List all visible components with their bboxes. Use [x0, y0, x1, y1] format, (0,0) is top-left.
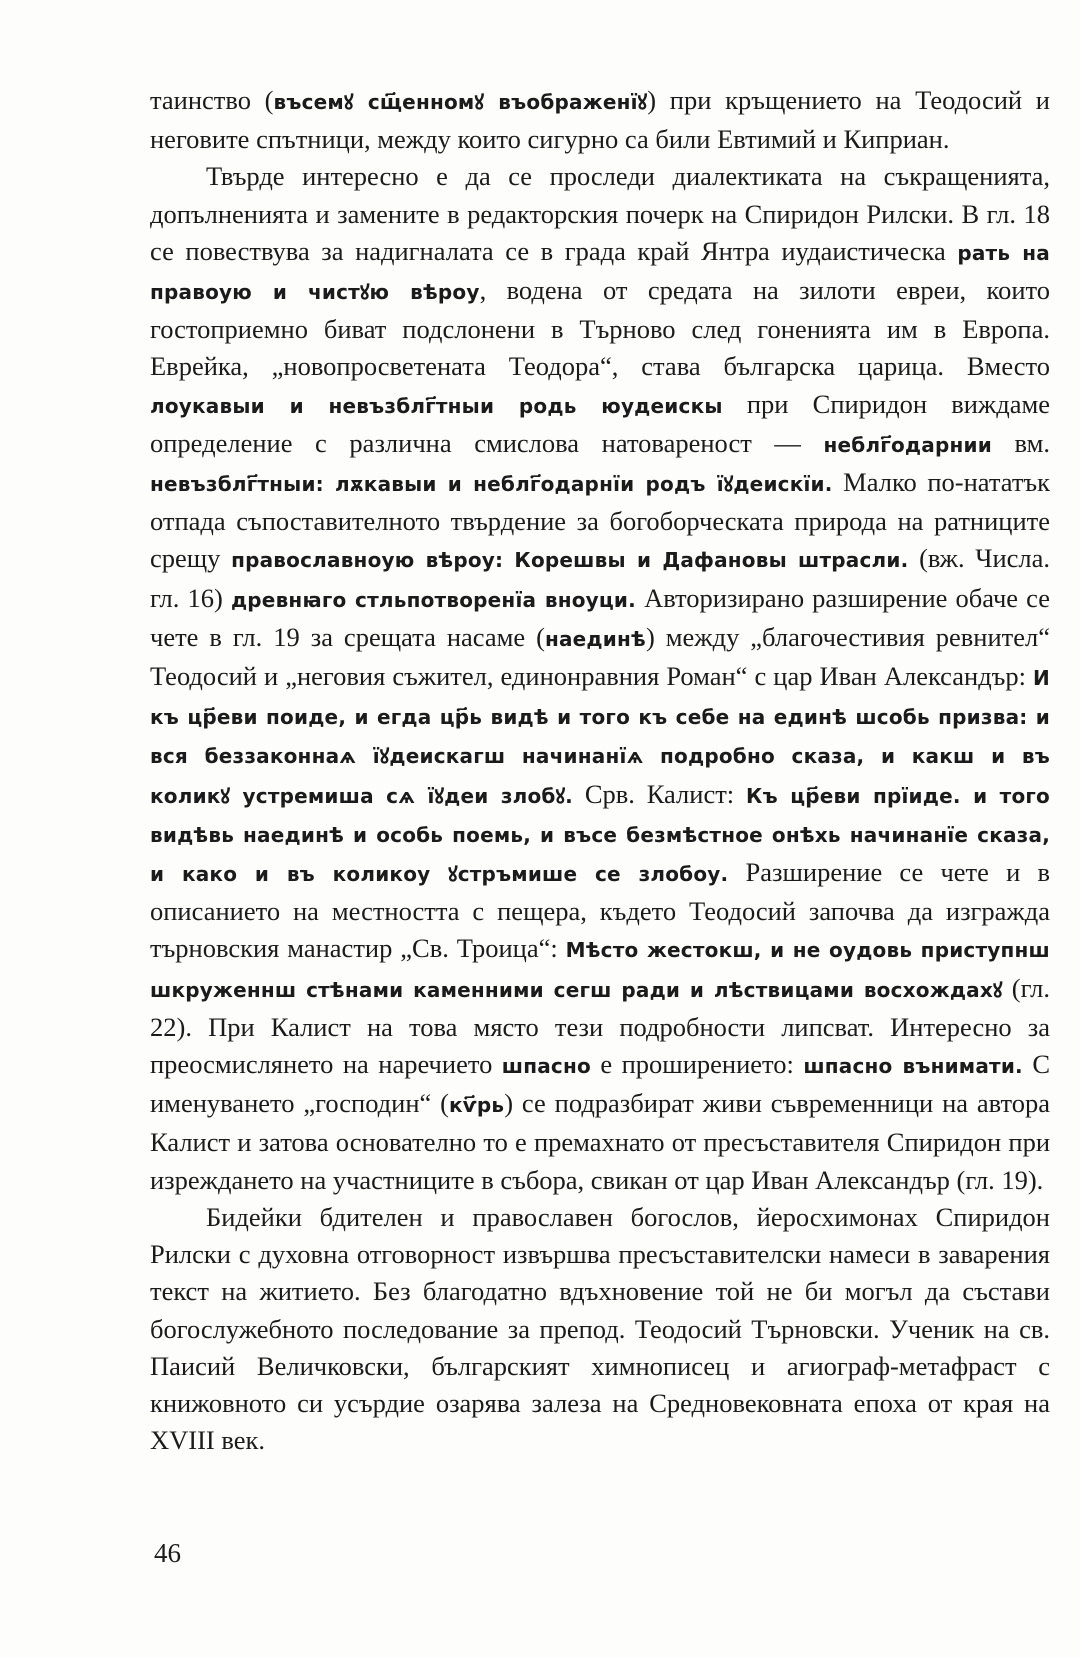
- church-slavonic-quote: кѵ҃рь: [448, 1093, 505, 1118]
- church-slavonic-quote: православноую вѣроу: Корешвы и Дафановы штрасли.: [231, 548, 909, 573]
- page-number: 46: [154, 1538, 181, 1568]
- church-slavonic-quote: лоукавыи и невъзблг҃тныи родь юудеискы: [150, 393, 723, 418]
- paragraph-3: Бидейки бдителен и православен богослов, йеросхимонах Спиридон Рилски с духовна отговорност извършва пресъставителски намеси в заварения текст на житието. Без благодатно вдъхновение той не би могъл да състави богослужебното последование за препод. Теодосий Търновски. Ученик на св. Паисий Величковски, българският химнописец и агиограф-метафраст с книжовното си усърдие озарява залеза на Средновековната епоха от края на XVIII век.: [150, 1201, 1050, 1456]
- church-slavonic-quote: наединѣ: [544, 626, 646, 651]
- church-slavonic-quote: И къ цр҃еви поиде, и егда цр҃ь видѣ и того къ себе на единѣ шсобь призва: и вся беззаконнаѧ їꙋдеискагш начинанїѧ подробно сказа, и какш и въ коликꙋ устремиша сѧ їꙋдеи злобꙋ.: [150, 666, 1050, 808]
- church-slavonic-quote: невъзблг҃тныи: лѫкавыи и неблг҃одарнїи родъ їꙋдеискїи.: [150, 472, 833, 497]
- church-slavonic-quote: рать на правоую и чистꙋю вѣроу: [150, 240, 1050, 305]
- church-slavonic-quote: неблг҃одарнии: [823, 432, 992, 457]
- church-slavonic-quote: Къ цр҃еви прїиде. и того видѣвь наединѣ и особь поемь, и въсе безмѣстное онѣхь начинанїе сказа, и како и въ коликоу ꙋстръмише се злобоу.: [150, 783, 1050, 887]
- paragraph-1: таинство (въсемꙋ сщ҃енномꙋ въображенїꙋ) при кръщението на Теодосий и неговите спътници, между които сигурно са били Евтимий и Киприан.: [150, 85, 1050, 155]
- church-slavonic-quote: шпасно: [501, 1054, 591, 1079]
- church-slavonic-quote: древнꙗго стльпотворенїа вноуци.: [230, 587, 636, 612]
- paragraph-2: Твърде интересно е да се проследи диалектиката на съкращенията, допълненията и замените в редакторския почерк на Спиридон Рилски. В гл. 18 се повествува за надигналата се в града край Янтра иудаистическа рать на правоую и чистꙋю вѣроу, водена от средата на зилоти евреи, които гостоприемно биват подслонени в Търново след гоненията им в Европа. Еврейка, „новопросветената Теодора“, става българска царица. Вместо лоукавыи и невъзблг҃тныи родь юудеискы при Спиридон виждаме определение с различна смислова натовареност — неблг҃одарнии вм. невъзблг҃тныи: лѫкавыи и неблг҃одарнїи родъ їꙋдеискїи. Малко по-нататък отпада съпоставителното твърдение за богоборческата природа на ратниците срещу православноую вѣроу: Корешвы и Дафановы штрасли. (вж. Числа. гл. 16) древнꙗго стльпотворенїа вноуци. Авторизирано разширение обаче се чете в гл. 19 за срещата насаме (наединѣ) между „благочестивия ревнител“ Теодосий и „неговия съжител, единонравния Роман“ с цар Иван Александър: И къ цр҃еви поиде, и егда цр҃ь видѣ и того къ себе на единѣ шсобь призва: и вся беззаконнаѧ їꙋдеискагш начинанїѧ подробно сказа, и какш и въ коликꙋ устремиша сѧ їꙋдеи злобꙋ. Срв. Калист: Къ цр҃еви прїиде. и того видѣвь наединѣ и особь поемь, и въсе безмѣстное онѣхь начинанїе сказа, и како и въ коликоу ꙋстръмише се злобоу. Разширение се чете и в описанието на местността с пещера, където Теодосий започва да изгражда търновския манастир „Св. Троица“: Мѣсто жестокш, и не оудовь приступнш шкруженнш стѣнами каменними сегш ради и лѣствицами восхождахꙋ (гл. 22). При Калист на това място тези подробности липсват. Интересно за преосмислянето на наречието шпасно е проширението: шпасно вънимати. С именуването „господин“ (кѵ҃рь) се подразбират живи съвременници на автора Калист и затова основателно то е премахнато от пресъставителя Спиридон при изреждането на участниците в събора, свикан от цар Иван Александър (гл. 19).: [150, 161, 1050, 1195]
- body-text: [150, 82, 1050, 1459]
- church-slavonic-quote: шпасно вънимати.: [803, 1054, 1023, 1079]
- church-slavonic-quote: Мѣсто жестокш, и не оудовь приступнш шкруженнш стѣнами каменними сегш ради и лѣствицами восхождахꙋ: [150, 938, 1050, 1002]
- church-slavonic-quote: въсемꙋ сщ҃енномꙋ въображенїꙋ: [273, 90, 648, 114]
